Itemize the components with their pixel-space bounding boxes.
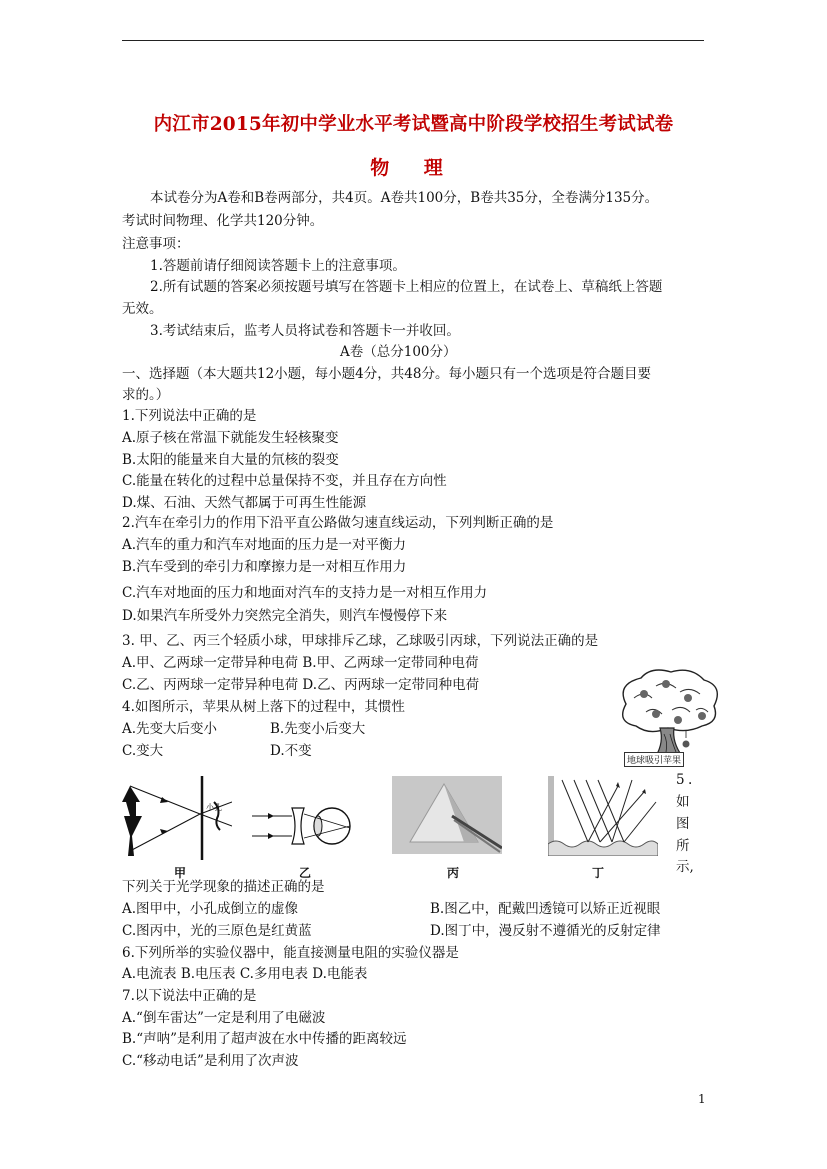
q1-stem: 1.下列说法中正确的是 [122, 408, 257, 424]
q6-stem: 6.下列所举的实验仪器中，能直接测量电阻的实验仪器是 [122, 945, 459, 961]
q5-option-a: A.图甲中，小孔成倒立的虚像 [122, 901, 299, 917]
section-heading: A卷（总分100分） [340, 344, 457, 360]
notes-item-2-line-1: 2.所有试题的答案必须按题号填写在答题卡上相应的位置上，在试卷上、草稿纸上答题 [150, 279, 663, 295]
q5-side-2: . [688, 772, 693, 788]
apple-tree-figure [606, 664, 728, 768]
q7-option-a: A.“倒车雷达”一定是利用了电磁波 [122, 1010, 326, 1026]
figure-label-jia: 甲 [174, 866, 187, 880]
q3-options-cd: C.乙、丙两球一定带异种电荷 D.乙、丙两球一定带同种电荷 [122, 677, 480, 693]
q2-option-d: D.如果汽车所受外力突然完全消失，则汽车慢慢停下来 [122, 608, 448, 624]
q4-option-c: C.变大 [122, 743, 164, 759]
lens-eye-diagram-icon [252, 802, 352, 852]
notes-item-3: 3.考试结束后，监考人员将试卷和答题卡一并收回。 [150, 323, 460, 339]
q4-option-a: A.先变大后变小 [122, 721, 218, 737]
subject-title: 物 理 [370, 157, 457, 179]
figure-label-yi: 乙 [299, 866, 312, 880]
intro-line-1: 本试卷分为A卷和B卷两部分，共4页。A卷共100分，B卷共35分，全卷满分135分。 [150, 190, 659, 206]
figure-yi [252, 802, 352, 852]
q1-option-b: B.太阳的能量来自大量的氘核的裂变 [122, 452, 339, 468]
figure-label-ding: 丁 [592, 866, 605, 880]
q7-option-b: B.“声呐”是利用了超声波在水中传播的距离较远 [122, 1031, 407, 1047]
q3-stem: 3. 甲、乙、丙三个轻质小球，甲球排斥乙球，乙球吸引丙球，下列说法正确的是 [122, 633, 599, 649]
q7-option-c: C.“移动电话”是利用了次声波 [122, 1053, 299, 1069]
q2-option-a: A.汽车的重力和汽车对地面的压力是一对平衡力 [122, 537, 407, 553]
q2-option-c: C.汽车对地面的压力和地面对汽车的支持力是一对相互作用力 [122, 585, 488, 601]
q5-option-b: B.图乙中，配戴凹透镜可以矫正近视眼 [430, 901, 661, 917]
figure-bing [392, 776, 502, 854]
pinhole-diagram-icon [122, 776, 232, 860]
part-one-line-1: 一、选择题（本大题共12小题，每小题4分，共48分。每小题只有一个选项是符合题目要 [122, 366, 651, 382]
q5-stem: 下列关于光学现象的描述正确的是 [122, 879, 325, 895]
notes-item-2-line-2: 无效。 [122, 301, 163, 317]
q1-option-d: D.煤、石油、天然气都属于可再生性能源 [122, 495, 367, 511]
figure-jia [122, 776, 232, 860]
header-rule [122, 40, 704, 41]
q2-stem: 2.汽车在牵引力的作用下沿平直公路做匀速直线运动，下列判断正确的是 [122, 515, 554, 531]
q4-option-d: D.不变 [270, 743, 312, 759]
q6-options: A.电流表 B.电压表 C.多用电表 D.电能表 [122, 966, 368, 982]
q7-stem: 7.以下说法中正确的是 [122, 988, 257, 1004]
q1-option-c: C.能量在转化的过程中总量保持不变，并且存在方向性 [122, 473, 447, 489]
q2-option-b: B.汽车受到的牵引力和摩擦力是一对相互作用力 [122, 559, 407, 575]
q5-side-4: 图 [676, 816, 690, 832]
q4-option-b: B.先变小后变大 [270, 721, 366, 737]
figure-ding [548, 776, 658, 856]
q1-option-a: A.原子核在常温下就能发生轻核聚变 [122, 430, 339, 446]
exam-title: 内江市2015年初中学业水平考试暨高中阶段学校招生考试试卷 [153, 114, 674, 135]
pinhole-label: 小孔 [206, 803, 222, 812]
tree-caption: 地球吸引苹果 [624, 752, 684, 767]
diffuse-reflection-icon [548, 776, 658, 856]
q3-options-ab: A.甲、乙两球一定带异种电荷 B.甲、乙两球一定带同种电荷 [122, 655, 479, 671]
figure-label-bing: 丙 [447, 866, 460, 880]
notes-item-1: 1.答题前请仔细阅读答题卡上的注意事项。 [150, 258, 406, 274]
page-number: 1 [698, 1092, 706, 1106]
intro-line-2: 考试时间物理、化学共120分钟。 [122, 213, 324, 229]
part-one-line-2: 求的。） [122, 387, 170, 403]
q5-option-c: C.图丙中，光的三原色是红黄蓝 [122, 923, 312, 939]
notes-heading: 注意事项： [122, 236, 190, 252]
q5-side-6: 示, [676, 859, 694, 875]
q5-side-3: 如 [676, 794, 690, 810]
q4-stem: 4.如图所示，苹果从树上落下的过程中，其惯性 [122, 699, 405, 715]
q5-side-5: 所 [676, 838, 690, 854]
q5-option-d: D.图丁中，漫反射不遵循光的反射定律 [430, 923, 661, 939]
optics-figure-row [122, 772, 706, 882]
q5-side-1: 5 [676, 772, 685, 788]
prism-diagram-icon [392, 776, 502, 854]
